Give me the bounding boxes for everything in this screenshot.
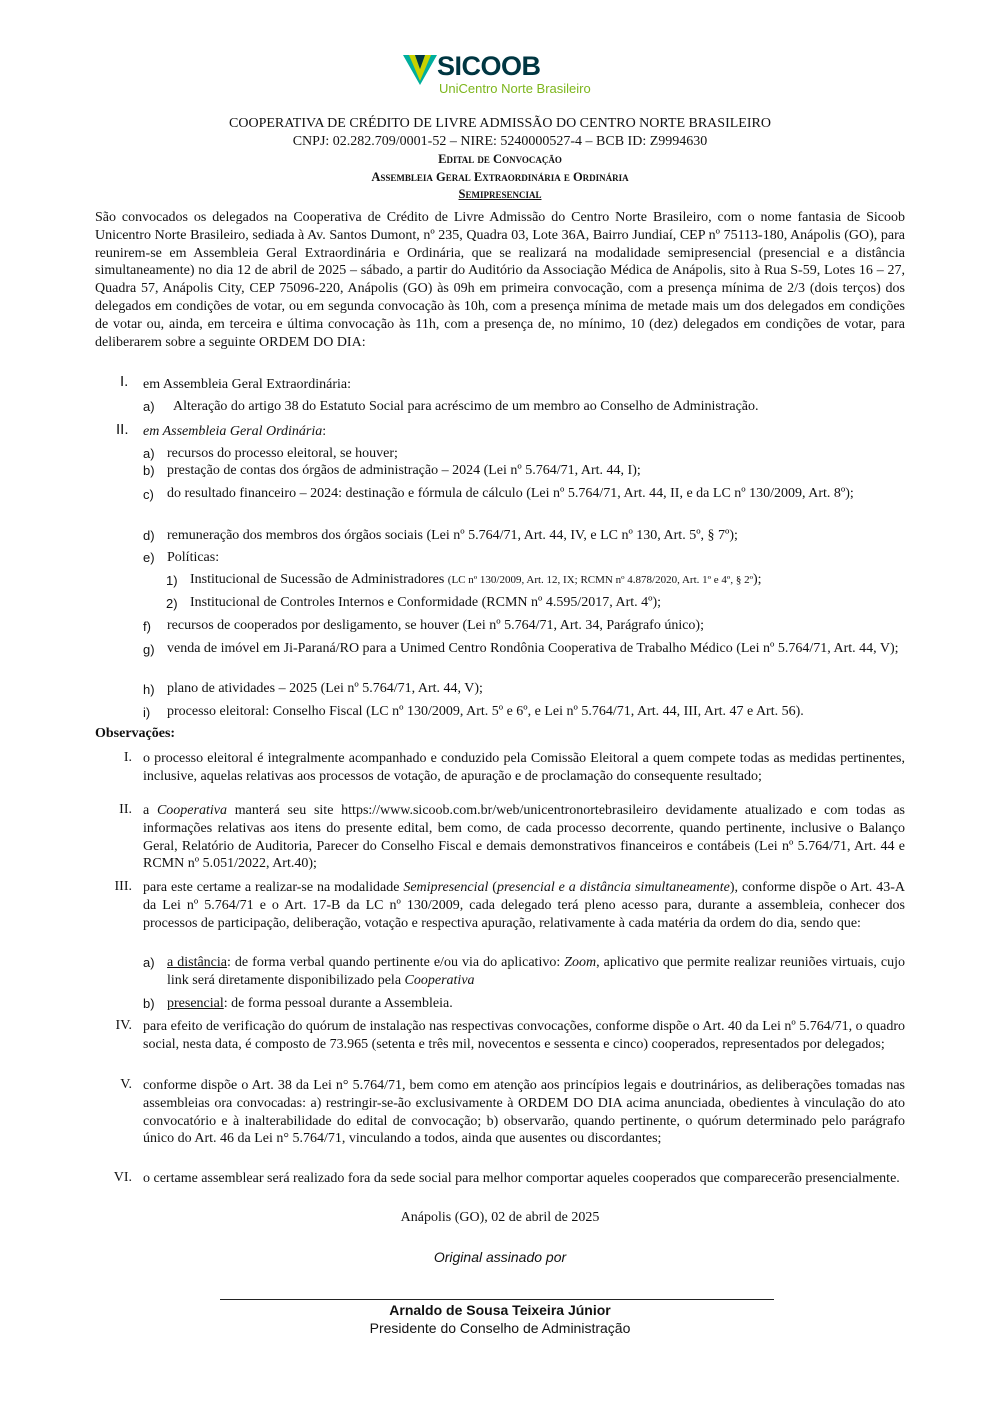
agenda-item-text: processo eleitoral: Conselho Fiscal (LC nº 130/2009, Art. 5º e 6º, e Lei nº 5.764/71, Art. 44, III, Art. 47 e Art. 56). <box>167 704 804 719</box>
policy-label: 2) <box>166 596 178 611</box>
policy-label: 1) <box>166 573 178 588</box>
obs-numeral: IV. <box>115 1018 132 1033</box>
intro-paragraph: São convocados os delegados na Cooperativa de Crédito de Livre Admissão do Centro Norte Brasileiro, com o nome fantasia de Sicoob Unicentro Norte Brasileiro, sediada à Av. Santos Dumont, nº 235, Quadra 03, Lote 36A, Bairro Jundiaí, CEP nº 75113-180, Anápolis (GO), para reunirem-se em Assembleia Geral Extraordinária e Ordinária, que se realizará na modalidade semipresencial (presencial e a distância simultaneamente) no dia 12 de abril de 2025 – sábado, a partir do Auditório da Associação Médica de Anápolis, sito à Rua S-59, Lotes 16 – 27, Quadra 57, Anápolis City, CEP 75096-220, Anápolis (GO) às 09h em primeira convocação, com a presença mínima de 2/3 (dois terços) dos delegados em condições de votar, ou em segunda convocação às 10h, com a presença mínima de metade mais um dos delegados em condições de votar ou, ainda, em terceira e última convocação às 11h, com a presença de, no mínimo, 10 (dez) delegados em condições de votar, para deliberarem sobre a seguinte ORDEM DO DIA: <box>95 210 905 350</box>
section-1-item-label: a) <box>143 399 155 414</box>
obs-sub-label: a) <box>143 955 155 970</box>
cooperative-ids: CNPJ: 02.282.709/0001-52 – NIRE: 5240000527-4 – BCB ID: Z9994630 <box>292 134 708 149</box>
obs-text: o processo eleitoral é integralmente acompanhado e conduzido pela Comissão Eleitoral a quem compete todas as medidas pertinentes, inclusive, aquelas relativas aos processos de votação, de apuração e de proclamação do consequente resultado; <box>143 751 905 784</box>
obs-sub-text: presencial: de forma pessoal durante a Assembleia. <box>167 996 453 1011</box>
signatory-role: Presidente do Conselho de Administração <box>369 1320 631 1336</box>
section-2-numeral: II. <box>116 421 129 438</box>
agenda-item-label: b) <box>143 463 155 478</box>
obs-text: para este certame a realizar-se na modalidade Semipresencial (presencial e a distância simultaneamente), conforme dispõe o Art. 43-A da Lei nº 5.764/71 e o Art. 17-B da LC nº 130/2009, cada delegado terá pleno acesso para, durante a assembleia, conhecer dos processos de participação, deliberação, votação e respectiva apuração, relativamente à cada matéria da ordem do dia, sendo que: <box>143 880 905 931</box>
agenda-item-label: i) <box>143 705 151 720</box>
agenda-item-label: c) <box>143 487 154 502</box>
agenda-item-text: prestação de contas dos órgãos de administração – 2024 (Lei nº 5.764/71, Art. 44, I); <box>167 463 641 478</box>
section-2-title: em Assembleia Geral Ordinária: <box>143 424 327 439</box>
edital-title: Edital de Convocação <box>438 152 562 166</box>
obs-text: para efeito de verificação do quórum de instalação nas respectivas convocações, conforme dispõe o Art. 40 da Lei nº 5.764/71, o quadro social, nesta data, é composto de 73.965 (setenta e três mil, novecentos e sessenta e cinco) cooperados, representados por delegados; <box>143 1019 906 1052</box>
agenda-item-text: plano de atividades – 2025 (Lei nº 5.764/71, Art. 44, V); <box>167 681 483 696</box>
obs-text: conforme dispõe o Art. 38 da Lei n° 5.764/71, bem como em atenção aos princípios legais e doutrinários, as deliberações tomadas nas assembleias ora convocadas: a) restringir-se-ão exclusivamente à ORDEM DO DIA acima anunciada, obedientes à vinculação do ato convocatório e à inalterabilidade do edital de convocação; b) observarão, quando pertinente, o quórum determinado pelo parágrafo único do Art. 46 da Lei n° 5.764/71, vinculando a todos, ainda que ausentes ou discordantes; <box>143 1078 905 1147</box>
agenda-item-label: h) <box>143 682 155 697</box>
signatory-name: Arnaldo de Sousa Teixeira Júnior <box>389 1302 611 1318</box>
agenda-item-label: e) <box>143 550 155 565</box>
modality-title: Semipresencial <box>458 187 542 201</box>
agenda-item-label: a) <box>143 446 155 461</box>
obs-numeral: I. <box>123 750 132 765</box>
agenda-item-text: do resultado financeiro – 2024: destinação e fórmula de cálculo (Lei nº 5.764/71, Art. 44, II, e da LC nº 130/2009, Art. 8º); <box>167 486 854 501</box>
logo-subtitle: UniCentro Norte Brasileiro <box>439 81 591 96</box>
agenda-item-text: remuneração dos membros dos órgãos sociais (Lei nº 5.764/71, Art. 44, IV, e LC nº 130, Art. 5º, § 7º); <box>167 528 738 543</box>
signature-line <box>220 1299 774 1300</box>
observacoes-title: Observações: <box>95 726 176 741</box>
obs-sub-text: a distância: de forma verbal quando pertinente e/ou via do aplicativo: Zoom, aplicativo que permite realizar reuniões virtuais, cujo link será diretamente disponibilizado pela Cooperativa <box>167 955 905 988</box>
section-1-item-text: Alteração do artigo 38 do Estatuto Social para acréscimo de um membro ao Conselho de Administração. <box>173 399 759 414</box>
agenda-item-text: recursos do processo eleitoral, se houver; <box>167 446 398 461</box>
policy-text: Institucional de Controles Internos e Conformidade (RCMN nº 4.595/2017, Art. 4º); <box>190 595 662 610</box>
obs-text: o certame assemblear será realizado fora da sede social para melhor comportar aqueles cooperados que comparecerão presencialmente. <box>143 1171 900 1186</box>
logo-brand: SICOOB <box>437 51 541 81</box>
cooperative-name: COOPERATIVA DE CRÉDITO DE LIVRE ADMISSÃO DO CENTRO NORTE BRASILEIRO <box>229 116 771 131</box>
agenda-item-label: d) <box>143 528 155 543</box>
sicoob-logo-icon <box>403 55 437 85</box>
agenda-item-text: recursos de cooperados por desligamento, se houver (Lei nº 5.764/71, Art. 34, Parágrafo único); <box>167 618 704 633</box>
obs-sub-label: b) <box>143 996 155 1011</box>
section-1-numeral: I. <box>120 373 129 390</box>
agenda-item-text: Políticas: <box>167 550 220 565</box>
agenda-item-label: f) <box>143 619 151 634</box>
agenda-item-label: g) <box>143 642 155 657</box>
signature-note: Original assinado por <box>433 1249 567 1265</box>
policy-text: Institucional de Sucessão de Administradores (LC nº 130/2009, Art. 12, IX; RCMN nº 4.878/2020, Art. 1º e 4º, § 2º); <box>190 572 762 587</box>
place-date: Anápolis (GO), 02 de abril de 2025 <box>400 1210 600 1225</box>
section-1-title: em Assembleia Geral Extraordinária: <box>143 377 351 392</box>
obs-numeral: III. <box>114 879 132 894</box>
obs-numeral: II. <box>119 802 132 817</box>
sicoob-logo <box>403 53 613 101</box>
obs-numeral: VI. <box>113 1170 132 1185</box>
obs-text: a Cooperativa manterá seu site https://www.sicoob.com.br/web/unicentronortebrasileiro devidamente atualizado e com todas as informações relativas aos itens do presente edital, bem como, de cada processo decorrente, quando pertinente, inclusive o Balanço Geral, Relatório de Auditoria, Parecer do Conselho Fiscal e demais demonstrativos financeiros e contábeis (Lei nº 5.764/71, Art. 44 e RCMN nº 5.051/2022, Art.40); <box>143 803 905 872</box>
obs-numeral: V. <box>120 1077 132 1092</box>
assembly-title: Assembleia Geral Extraordinária e Ordinária <box>371 170 629 184</box>
agenda-item-text: venda de imóvel em Ji-Paraná/RO para a Unimed Centro Rondônia Cooperativa de Trabalho Médico (Lei nº 5.764/71, Art. 44, V); <box>167 641 899 656</box>
